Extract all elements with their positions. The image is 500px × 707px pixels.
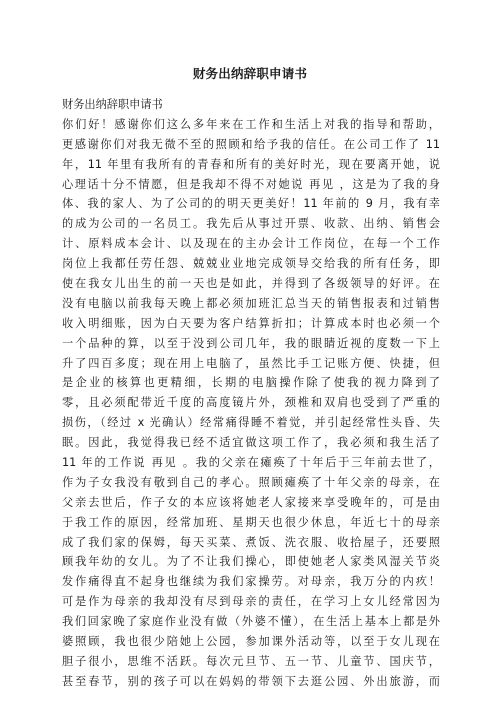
paragraph-line: 体、我的家人、为了公司的的明天更美好！11 年前的 9 月，我有幸 bbox=[62, 197, 440, 211]
paragraph-line: 的成为公司的一名员工。我先后从事过开票、收款、出纳、销售会 bbox=[62, 217, 440, 231]
paragraph-line: 心理话十分不情愿，但是我却不得不对她说 再见 ，这是为了我的身 bbox=[62, 177, 440, 191]
paragraph-line: 我们回家晚了家庭作业没有做（外婆不懂），在生活上基本上都是外 bbox=[62, 615, 440, 629]
paragraph-line: 11 年的工作说 再见 。我的父亲在瘫痪了十年后于三年前去世了， bbox=[62, 456, 440, 470]
paragraph-line: 婆照顾，我也很少陪她上公园，参加课外活动等，以至于女儿现在 bbox=[62, 635, 440, 649]
paragraph-line: 于我工作的原因，经常加班、星期天也很少休息，年近七十的母亲 bbox=[62, 515, 440, 529]
paragraph-line: 年，11 年里有我所有的青春和所有的美好时光，现在要离开她，说 bbox=[62, 157, 440, 171]
paragraph-line: 发作痛得直不起身也继续为我们家操劳。对母亲，我万分的内疚！ bbox=[62, 575, 440, 589]
paragraph-line: 更感谢你们对我无微不至的照顾和给予我的信任。在公司工作了 11 bbox=[62, 137, 440, 151]
paragraph-line: 顾我年幼的女儿。为了不让我们操心，即使她老人家类风湿关节炎 bbox=[62, 555, 440, 569]
paragraph-line: 是企业的核算也更精细，长期的电脑操作除了使我的视力降到了 bbox=[62, 376, 440, 390]
paragraph-line: 使在我女儿出生的前一天也是如此，并得到了各级领导的好评。在 bbox=[62, 277, 440, 291]
paragraph-line: 甚至春节，别的孩子可以在妈妈的带领下去逛公园、外出旅游，而 bbox=[62, 674, 440, 688]
paragraph-line: 没有电脑以前我每天晚上都必须加班汇总当天的销售报表和过销售 bbox=[62, 296, 440, 310]
paragraph-line: 作为子女我没有敬到自己的孝心。照顾瘫痪了十年父亲的母亲，在 bbox=[62, 475, 440, 489]
paragraph-line: 胆子很小，思维不活跃。每次元旦节、五一节、儿童节、国庆节， bbox=[62, 654, 440, 668]
document-body bbox=[62, 95, 440, 692]
paragraph-line: 损伤，（经过 x 光确认）经常痛得睡不着觉，并引起经常性头昏、失 bbox=[62, 416, 440, 430]
paragraph-line: 一个品种的算，以至于没到公司几年，我的眼睛近视的度数一下上 bbox=[62, 336, 440, 350]
document-title: 财务出纳辞职申请书 bbox=[192, 66, 308, 81]
paragraph-line: 可是作为母亲的我却没有尽到母亲的责任，在学习上女儿经常因为 bbox=[62, 595, 440, 609]
paragraph-line: 计、原料成本会计、以及现在的主办会计工作岗位，在每一个工作 bbox=[62, 237, 440, 251]
paragraph-line: 升了四百多度；现在用上电脑了，虽然比手工记账方便、快捷，但 bbox=[62, 356, 440, 370]
paragraph-line: 收入明细账，因为白天要为客户结算折扣；计算成本时也必须一个 bbox=[62, 316, 440, 330]
paragraph-line: 岗位上我都任劳任怨、兢兢业业地完成领导交给我的所有任务，即 bbox=[62, 257, 440, 271]
paragraph-line: 父亲去世后，作子女的本应该将她老人家接来享受晚年的，可是由 bbox=[62, 495, 440, 509]
paragraph-line: 你们好！感谢你们这么多年来在工作和生活上对我的指导和帮助， bbox=[62, 117, 440, 131]
document-heading-line: 财务出纳辞职申请书 bbox=[62, 98, 163, 111]
paragraph-line: 零，且必须配带近千度的高度镜片外，颈椎和双肩也受到了严重的 bbox=[62, 396, 440, 410]
paragraph-line: 成了我们家的保姆，每天买菜、煮饭、洗衣服、收拾屋子，还要照 bbox=[62, 535, 440, 549]
paragraph-line: 眠。因此，我觉得我已经不适宜做这项工作了，我必须和我生活了 bbox=[62, 436, 440, 450]
